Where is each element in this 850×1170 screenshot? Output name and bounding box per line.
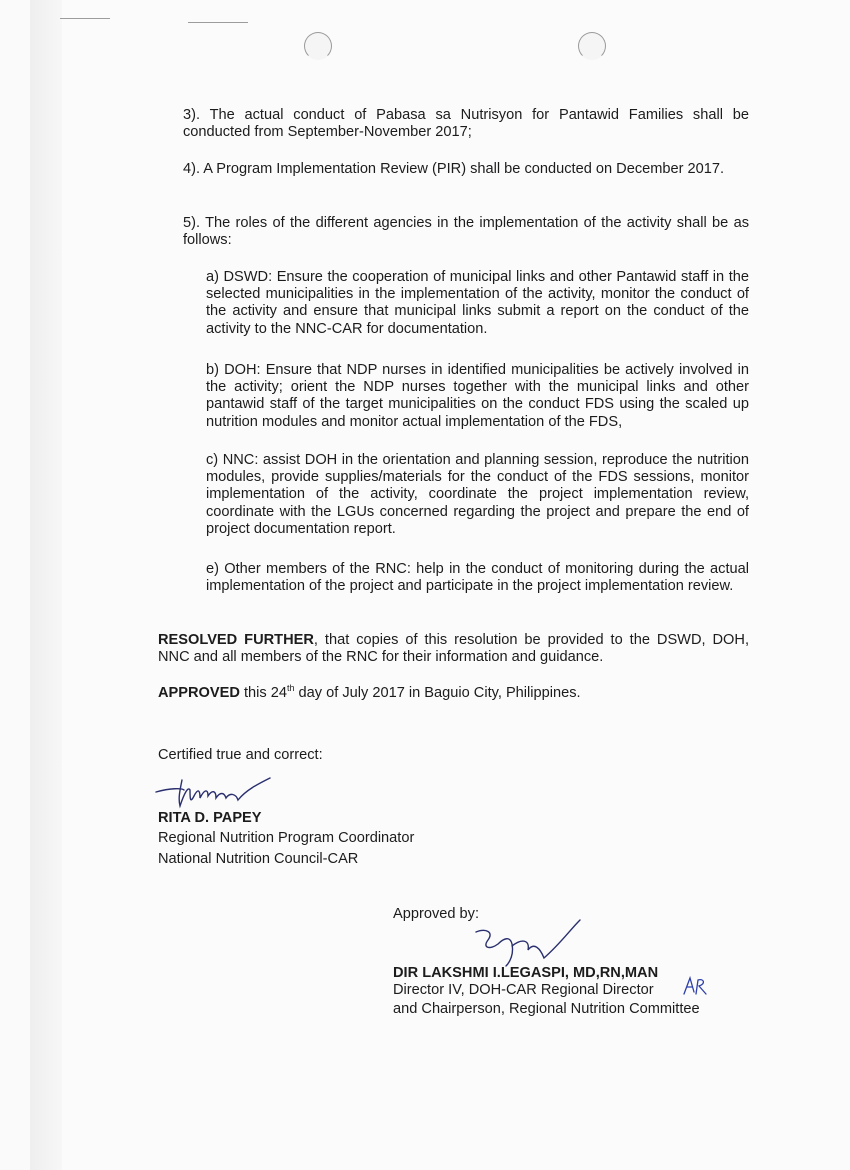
- item-4: 4). A Program Implementation Review (PIR) shall be conducted on December 2017.: [183, 161, 725, 177]
- approved-text-end: day of July 2017 in Baguio City, Philippines.: [294, 685, 581, 701]
- item-5: 5). The roles of the different agencies in the implementation of the activity shall be as follows:: [183, 215, 749, 249]
- approved-by-label: Approved by:: [393, 906, 479, 922]
- role-nnc: c) NNC: assist DOH in the orientation and planning session, reproduce the nutrition modules, provide supplies/materials for the conduct of the FDS sessions, monitor implementation of the activity, coordinate the project implementation review, coordinate with the LGUs concerned regarding the project and prepare the end of project documentation report.: [206, 452, 749, 537]
- approver-title-2: and Chairperson, Regional Nutrition Committee: [393, 1001, 700, 1017]
- approved-text: this 24: [239, 685, 287, 701]
- certifier-name: RITA D. PAPEY: [158, 810, 262, 826]
- role-doh: b) DOH: Ensure that NDP nurses in identified municipalities be actively involved in the activity; orient the NDP nurses together with the municipal links and other pantawid staff of the target municipalities on the conduct FDS using the scaled up nutrition modules and monitor actual implementation of the FDS,: [206, 362, 749, 430]
- item-3: 3). The actual conduct of Pabasa sa Nutrisyon for Pantawid Families shall be conducted from September-November 2017;: [183, 107, 749, 141]
- role-dswd: a) DSWD: Ensure the cooperation of municipal links and other Pantawid staff in the selected municipalities in the implementation of the activity, monitor the conduct of the activity and ensure that municipal links submit a report on the conduct of the activity to the NNC-CAR for documentation.: [206, 269, 749, 337]
- scan-mark: [188, 22, 248, 23]
- resolved-lead: RESOLVED FURTHER: [158, 632, 314, 648]
- certifier-title: Regional Nutrition Program Coordinator: [158, 830, 415, 846]
- approved-lead: APPROVED: [158, 685, 240, 701]
- certified-label: Certified true and correct:: [158, 747, 323, 763]
- resolved-further: [158, 632, 749, 666]
- scan-mark: [60, 18, 110, 19]
- approver-name: DIR LAKSHMI I.LEGASPI, MD,RN,MAN: [393, 965, 659, 981]
- ordinal-suffix: th: [286, 683, 295, 693]
- approved-statement: [158, 685, 581, 702]
- resolved-text: , that copies of this resolution be provided to the DSWD, DOH, NNC and all members of the RNC for their information and guidance.: [158, 632, 749, 666]
- certifier-org: National Nutrition Council-CAR: [158, 851, 359, 867]
- approver-title: Director IV, DOH-CAR Regional Director: [393, 982, 654, 998]
- role-other-rnc: e) Other members of the RNC: help in the conduct of monitoring during the actual implementation of the project and participate in the project implementation review.: [206, 561, 749, 595]
- page-edge-shadow: [30, 0, 62, 1170]
- punch-hole-right: [578, 32, 606, 60]
- punch-hole-left: [304, 32, 332, 60]
- initials-mark: [680, 974, 716, 998]
